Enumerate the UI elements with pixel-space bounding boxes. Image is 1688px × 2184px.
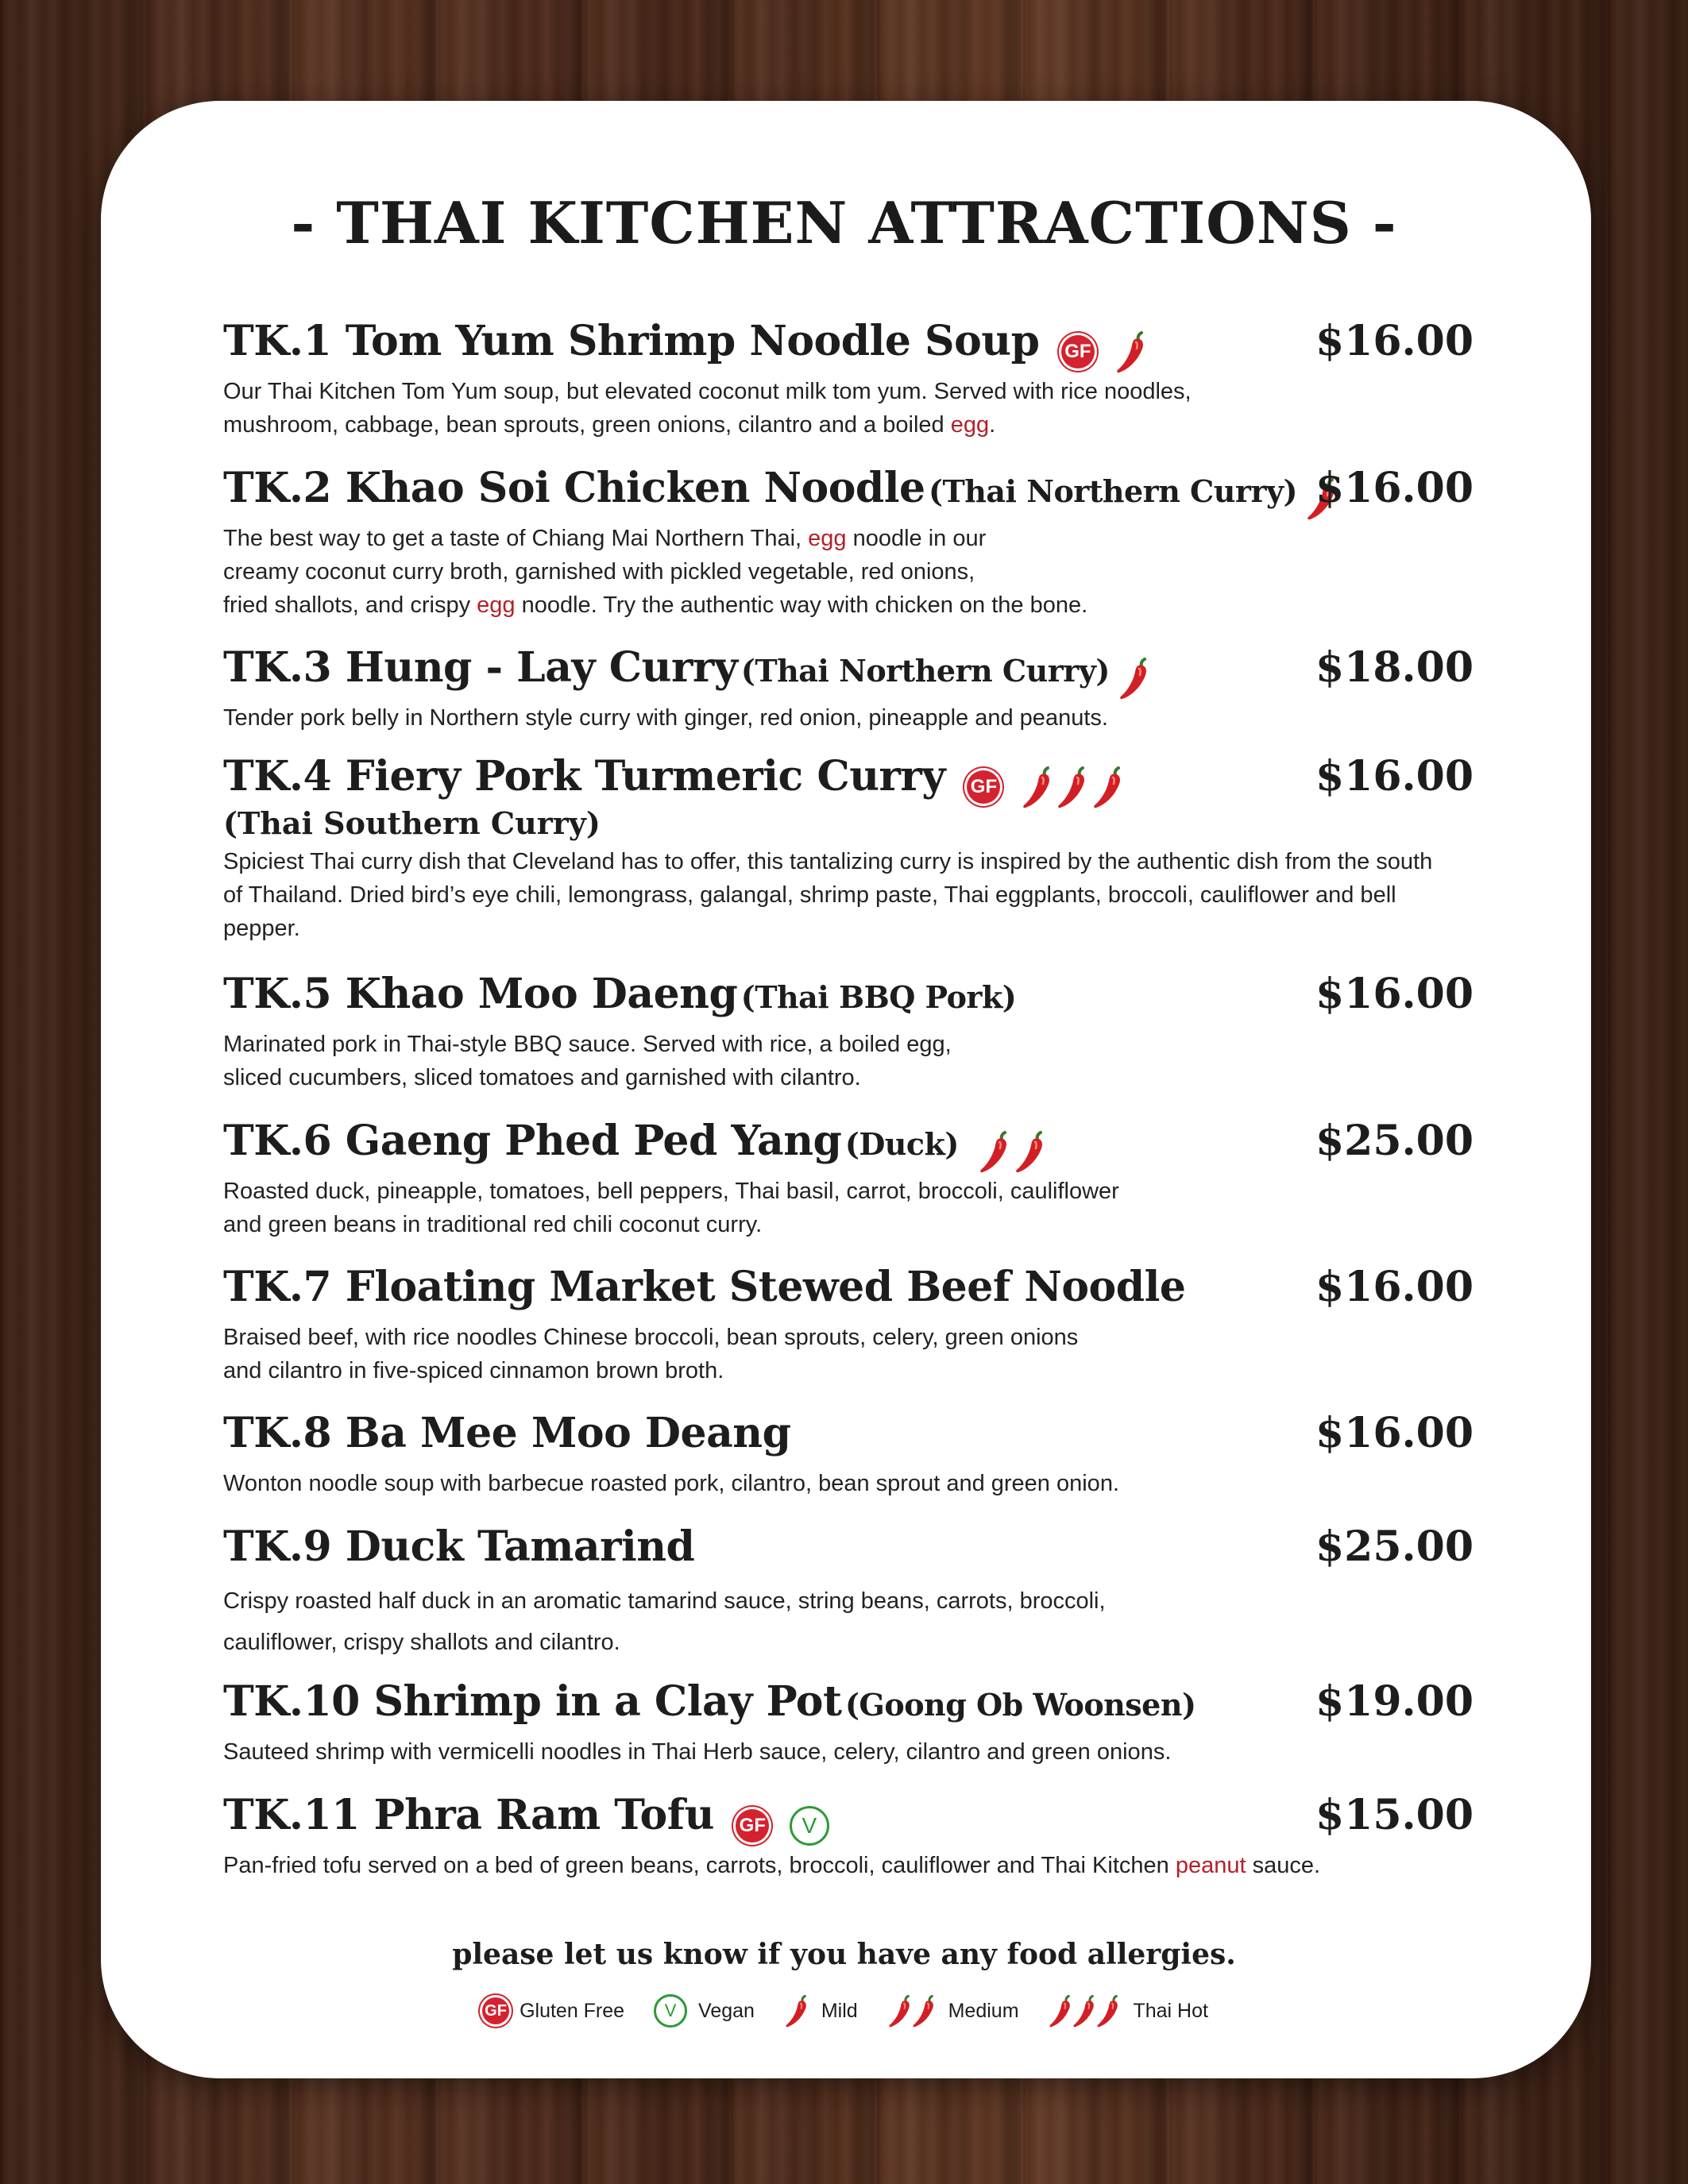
menu-item-tk7 [223,1256,1474,1387]
item-description: Our Thai Kitchen Tom Yum soup, but elevated coconut milk tom yum. Served with rice noodles, mushroom, cabbage, bean sprouts, green onions, cilantro and a boiled egg. [223,379,1192,438]
vegan-icon: V [654,1994,687,2028]
chili-icon [1091,765,1126,809]
item-icons [1118,656,1149,700]
gluten-free-icon: GF [733,1807,771,1845]
menu-item-tk11 [223,1784,1474,1882]
item-name: TK.1 Tom Yum Shrimp Noodle Soup [223,317,1040,365]
chili-icon [887,1993,914,2028]
item-name: TK.9 Duck Tamarind [223,1522,695,1571]
item-subtitle: (Goong Ob Woonsen) [844,1687,1196,1723]
item-subtitle: (Thai Southern Curry) [223,805,601,841]
item-icons [733,1806,829,1846]
item-description: Sauteed shrimp with vermicelli noodles in Thai Herb sauce, celery, cilantro and green onions. [223,1739,1172,1765]
menu-item-tk6 [223,1109,1474,1241]
item-name: TK.6 Gaeng Phed Ped Yang [223,1117,842,1165]
item-description: Wonton noodle soup with barbecue roasted pork, cilantro, bean sprout and green onion. [223,1471,1119,1496]
legend-medium-label: Medium [948,1999,1019,2022]
item-description: Tender pork belly in Northern style curry with ginger, red onion, pineapple and peanuts. [223,705,1108,731]
legend [0,1993,1688,2028]
menu-item-tk2 [223,457,1474,622]
chili-icon [1118,656,1153,700]
item-subtitle: (Duck) [844,1126,959,1162]
item-description: Crispy roasted half duck in an aromatic tamarind sauce, string beans, carrots, broccoli, cauliflower, crispy shallots and cilantro. [223,1588,1106,1655]
item-subtitle: (Thai Northern Curry) [929,473,1298,509]
chili-icon [1021,765,1056,809]
gluten-free-icon: GF [1059,333,1097,371]
item-icons [1059,330,1146,374]
gluten-free-icon: GF [480,1995,512,2027]
item-price: $25.00 [1315,1522,1474,1571]
item-description: Roasted duck, pineapple, tomatoes, bell peppers, Thai basil, carrot, broccoli, cauliflower and green beans in traditional red chili coconut curry. [223,1179,1119,1237]
chili-icon [1014,1129,1049,1174]
chili-icon [911,1993,938,2028]
chili-icon [1072,1993,1099,2028]
item-price: $25.00 [1315,1117,1474,1165]
item-description: Spiciest Thai curry dish that Cleveland has to offer, this tantalizing curry is inspired by the authentic dish from the south of Thailand. Dried bird’s eye chili, lemongrass, galangal, shrimp paste, Thai eggplants, broccoli, cauliflower and bell pepper. [223,849,1433,941]
menu-item-tk5 [223,963,1474,1094]
item-price: $16.00 [1315,464,1474,512]
legend-thai-hot-label: Thai Hot [1133,1999,1208,2022]
page-title: - THAI KITCHEN ATTRACTIONS - [291,189,1397,257]
item-description: Marinated pork in Thai-style BBQ sauce. Served with rice, a boiled egg, sliced cucumbers, sliced tomatoes and garnished with cilantro. [223,1032,952,1090]
item-name: TK.3 Hung - Lay Curry [223,643,738,692]
item-name: TK.4 Fiery Pork Turmeric Curry [223,752,946,801]
item-price: $16.00 [1315,317,1474,365]
legend-gluten-free-label: Gluten Free [520,1999,625,2022]
menu-item-tk3 [223,636,1474,735]
item-description: The best way to get a taste of Chiang Mai Northern Thai, egg noodle in our creamy coconut curry broth, garnished with pickled vegetable, red onions, fried shallots, and crispy egg noodle. Try the authentic way with chicken on the bone. [223,526,1088,618]
menu-item-tk1 [223,310,1474,442]
item-price: $16.00 [1315,970,1474,1018]
item-name: TK.8 Ba Mee Moo Deang [223,1409,791,1457]
item-price: $19.00 [1315,1677,1474,1726]
item-name: TK.5 Khao Moo Daeng [223,970,738,1018]
legend-vegan-label: Vegan [698,1999,755,2022]
item-description: Braised beef, with rice noodles Chinese broccoli, bean sprouts, celery, green onions and cilantro in five-spiced cinnamon brown broth. [223,1325,1079,1383]
allergy-note: please let us know if you have any food allergies. [452,1938,1236,1971]
item-icons [964,765,1122,809]
item-icons [978,1129,1045,1174]
chili-icon [1048,1993,1075,2028]
legend-mild-label: Mild [821,1999,858,2022]
gluten-free-icon: GF [964,768,1002,806]
item-description: Pan-fried tofu served on a bed of green beans, carrots, broccoli, cauliflower and Thai Kitchen peanut sauce. [223,1853,1321,1878]
item-price: $18.00 [1315,643,1474,692]
chili-icon [978,1129,1013,1174]
item-name: TK.10 Shrimp in a Clay Pot [223,1677,842,1726]
item-subtitle: (Thai BBQ Pork) [740,979,1017,1015]
chili-icon [1114,330,1149,374]
item-price: $16.00 [1315,752,1474,801]
item-price: $16.00 [1315,1263,1474,1311]
menu-item-tk8 [223,1402,1474,1500]
chili-icon [784,1993,811,2028]
item-subtitle: (Thai Northern Curry) [740,653,1110,689]
menu-item-tk4 [223,745,1474,945]
chili-icon [1056,765,1091,809]
chili-icon [1095,1993,1122,2028]
item-name: TK.2 Khao Soi Chicken Noodle [223,464,925,512]
item-price: $15.00 [1315,1791,1474,1839]
menu-item-tk10 [223,1670,1474,1769]
menu-item-tk9 [223,1515,1474,1663]
item-name: TK.11 Phra Ram Tofu [223,1791,714,1839]
item-price: $16.00 [1315,1409,1474,1457]
vegan-icon: V [790,1806,829,1846]
item-name: TK.7 Floating Market Stewed Beef Noodle [223,1263,1186,1311]
